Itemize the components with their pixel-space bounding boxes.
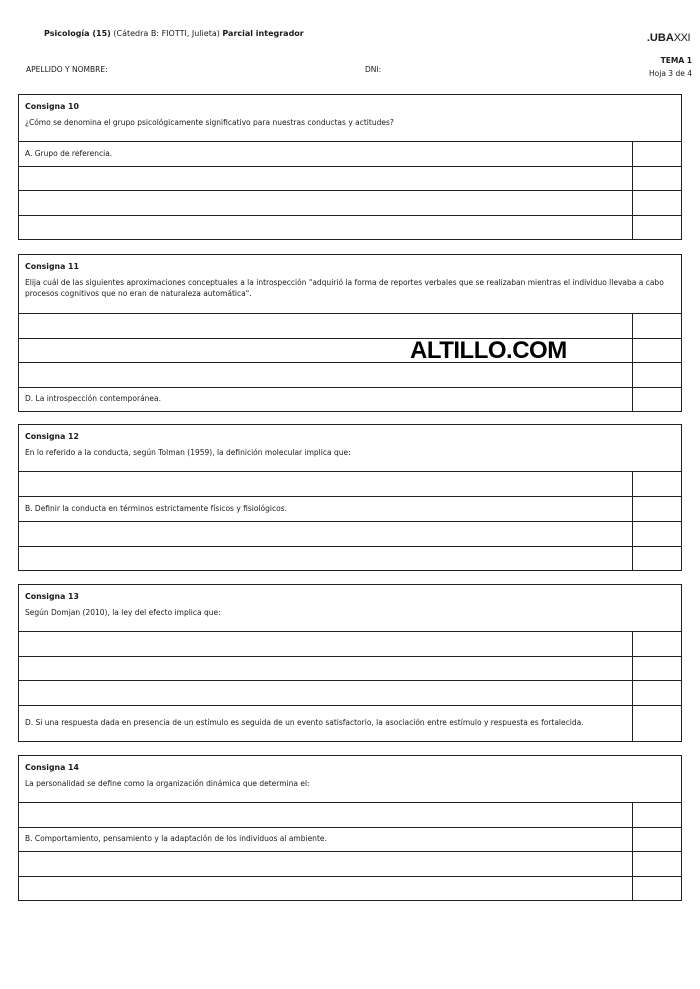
answer-mark-cell[interactable]: [632, 828, 681, 852]
consigna-title: Consigna 13: [25, 592, 79, 601]
consigna-block: [18, 755, 682, 901]
consigna-question: Elija cuál de las siguientes aproximaciones conceptuales a la introspección "adquirió la forma de reportes verbales que se realizaban mientras el individuo llevaba a cabo procesos cognitivos que no eran de naturaleza automática".: [25, 278, 664, 298]
uba-xxi-logo: .UBAXXI: [646, 32, 690, 44]
answer-option: [19, 363, 632, 387]
answer-mark-cell[interactable]: [632, 191, 681, 215]
answer-mark-cell[interactable]: [632, 339, 681, 363]
answer-row: [19, 876, 681, 900]
consigna-block: [18, 424, 682, 571]
answer-mark-cell[interactable]: [632, 497, 681, 521]
watermark: ALTILLO.COM: [410, 337, 567, 364]
answer-mark-cell[interactable]: [632, 167, 681, 191]
answer-mark-cell[interactable]: [632, 632, 681, 656]
exam-type: Parcial integrador: [222, 29, 304, 38]
answer-mark-cell[interactable]: [632, 363, 681, 387]
answer-option: B. Definir la conducta en términos estrictamente físicos y fisiológicos.: [25, 504, 287, 513]
answer-mark-cell[interactable]: [632, 657, 681, 681]
answer-mark-cell[interactable]: [632, 522, 681, 546]
answer-mark-cell[interactable]: [632, 706, 681, 741]
answer-row: [19, 851, 681, 876]
answer-row: [19, 546, 681, 570]
answer-row: [19, 362, 681, 387]
answer-row: [19, 471, 681, 496]
answer-option: D. Si una respuesta dada en presencia de un estímulo es seguida de un evento satisfactorio, la asociación entre estímulo y respuesta es fortalecida.: [25, 718, 584, 727]
answer-row: [19, 705, 681, 741]
answer-row: [19, 313, 681, 338]
answer-row: [19, 680, 681, 705]
answer-mark-cell[interactable]: [632, 681, 681, 705]
answer-option: [19, 191, 632, 215]
answer-row: [19, 338, 681, 363]
answer-option: [19, 167, 632, 191]
answer-row: [19, 387, 681, 412]
answer-option: [19, 547, 632, 570]
answer-mark-cell[interactable]: [632, 803, 681, 827]
dni-label: DNI:: [365, 65, 382, 74]
answer-mark-cell[interactable]: [632, 142, 681, 166]
answer-row: [19, 141, 681, 166]
answer-row: [19, 802, 681, 827]
answer-option: [19, 803, 632, 827]
answer-row: [19, 631, 681, 656]
consigna-title: Consigna 12: [25, 432, 79, 441]
answer-mark-cell[interactable]: [632, 314, 681, 338]
answer-row: [19, 190, 681, 215]
answer-option: [19, 522, 632, 546]
course-chair: (Cátedra B: FIOTTI, Julieta): [110, 29, 223, 38]
answer-mark-cell[interactable]: [632, 472, 681, 496]
answer-mark-cell[interactable]: [632, 877, 681, 900]
answer-row: [19, 827, 681, 852]
course-header: [44, 29, 304, 38]
answer-option: [19, 657, 632, 681]
answer-option: [19, 472, 632, 496]
answer-mark-cell[interactable]: [632, 547, 681, 570]
answer-row: [19, 656, 681, 681]
consigna-title: Consigna 10: [25, 102, 79, 111]
answer-option: [19, 681, 632, 705]
answer-option: D. La introspección contemporánea.: [25, 394, 162, 404]
answer-mark-cell[interactable]: [632, 216, 681, 240]
consigna-block: [18, 584, 682, 742]
consigna-question: En lo referido a la conducta, según Tolman (1959), la definición molecular implica que:: [25, 448, 351, 457]
answer-option: [19, 216, 632, 240]
consigna-question: Según Domjan (2010), la ley del efecto implica que:: [25, 608, 221, 617]
course-name: Psicología (15): [44, 29, 111, 38]
name-label: APELLIDO Y NOMBRE:: [26, 65, 108, 74]
answer-option: [19, 314, 632, 338]
answer-option: B. Comportamiento, pensamiento y la adaptación de los individuos al ambiente.: [25, 834, 327, 844]
answer-mark-cell[interactable]: [632, 388, 681, 412]
answer-mark-cell[interactable]: [632, 852, 681, 876]
consigna-block: [18, 254, 682, 412]
answer-row: [19, 166, 681, 191]
answer-option: [19, 632, 632, 656]
answer-option: A. Grupo de referencia.: [25, 148, 113, 158]
page-number: Hoja 3 de 4: [649, 69, 692, 78]
answer-option: [19, 852, 632, 876]
consigna-title: Consigna 14: [25, 763, 79, 772]
answer-option: [19, 877, 632, 900]
answer-row: [19, 496, 681, 521]
answer-row: [19, 215, 681, 240]
consigna-title: Consigna 11: [25, 262, 79, 271]
tema-label: TEMA 1: [660, 56, 692, 65]
consigna-block: [18, 94, 682, 240]
answer-row: [19, 521, 681, 546]
consigna-question: La personalidad se define como la organización dinámica que determina el:: [25, 779, 310, 788]
consigna-question: ¿Cómo se denomina el grupo psicológicamente significativo para nuestras conductas y actitudes?: [25, 118, 394, 127]
